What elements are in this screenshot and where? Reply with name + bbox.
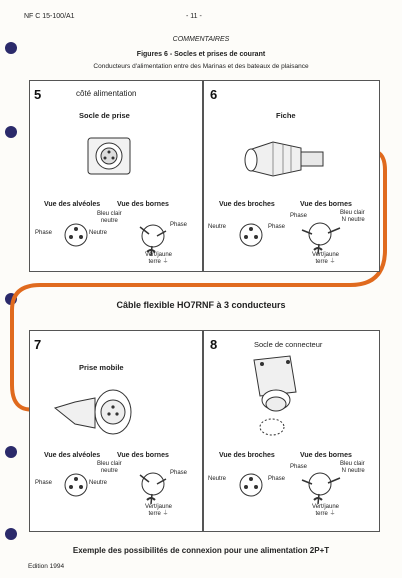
pin-label-phase: Phase <box>35 230 53 236</box>
terminal-label-neutral: Bleu clair neutre <box>97 211 122 224</box>
view-label-right: Vue des bornes <box>300 201 352 208</box>
terminal-label-earth: Vert/jaune terre ⏚ <box>145 504 173 517</box>
view-label-right: Vue des bornes <box>117 201 169 208</box>
figure-caption: Exemple des possibilités de connexion pour une alimentation 2P+T <box>72 546 330 555</box>
terminal-label-neutral: Bleu clair N neutre <box>340 210 365 223</box>
panel-number: 8 <box>210 337 218 352</box>
terminal-label-earth: Vert/jaune terre ⏚ <box>312 252 340 265</box>
pin-label-phase: Phase <box>268 476 286 482</box>
terminal-wiring-diagram <box>300 220 346 256</box>
terminal-wiring-diagram <box>300 470 346 506</box>
view-label-right: Vue des bornes <box>117 452 169 459</box>
doc-reference: NF C 15-100/A1 <box>24 13 75 20</box>
pin-face-diagram <box>63 222 89 248</box>
view-label-left: Vue des broches <box>219 201 275 208</box>
pin-face-diagram <box>63 472 89 498</box>
edition-footer: Edition 1994 <box>28 563 65 570</box>
connector-inlet-drawing <box>250 352 330 442</box>
socket-outlet-drawing <box>80 133 140 183</box>
section-heading: COMMENTAIRES <box>172 36 230 43</box>
pin-label-neutral: Neutre <box>89 230 108 236</box>
panel-title: Fiche <box>276 111 296 120</box>
panel-title: Socle de prise <box>79 111 130 120</box>
pin-label-phase: Phase <box>35 480 53 486</box>
panel-title: Prise mobile <box>79 363 124 372</box>
view-label-left: Vue des broches <box>219 452 275 459</box>
figure-subtitle: Conducteurs d'alimentation entre des Marinas et des bateaux de plaisance <box>93 63 309 70</box>
panel-number: 5 <box>34 87 42 102</box>
figure-title: Figures 6 - Socles et prises de courant <box>136 51 266 58</box>
pin-label-neutral: Neutre <box>89 480 108 486</box>
pin-label-neutral: Neutre <box>208 224 227 230</box>
view-label-left: Vue des alvéoles <box>44 452 101 459</box>
terminal-label-earth: Vert/jaune terre ⏚ <box>312 504 340 517</box>
supply-side-label: côté alimentation <box>76 89 137 98</box>
cable-label: Câble flexible HO7RNF à 3 conducteurs <box>116 300 286 310</box>
panel-number: 7 <box>34 337 42 352</box>
pin-face-diagram <box>238 222 264 248</box>
terminal-label-phase: Phase <box>170 222 188 228</box>
terminal-label-earth: Vert/jaune terre ⏚ <box>145 252 173 265</box>
pin-face-diagram <box>238 472 264 498</box>
terminal-label-neutral: Bleu clair neutre <box>97 461 122 474</box>
panel-number: 6 <box>210 87 218 102</box>
terminal-label-phase: Phase <box>290 464 308 470</box>
pin-label-phase: Phase <box>268 224 286 230</box>
portable-socket-drawing <box>55 380 135 440</box>
page-number: - 11 - <box>186 13 202 20</box>
view-label-left: Vue des alvéoles <box>44 201 101 208</box>
pin-label-neutral: Neutre <box>208 476 227 482</box>
terminal-label-neutral: Bleu clair N neutre <box>340 461 365 474</box>
plug-drawing <box>243 136 333 186</box>
terminal-wiring-diagram <box>135 470 175 506</box>
terminal-label-phase: Phase <box>290 213 308 219</box>
panel-title: Socle de connecteur <box>254 340 323 349</box>
view-label-right: Vue des bornes <box>300 452 352 459</box>
terminal-label-phase: Phase <box>170 470 188 476</box>
